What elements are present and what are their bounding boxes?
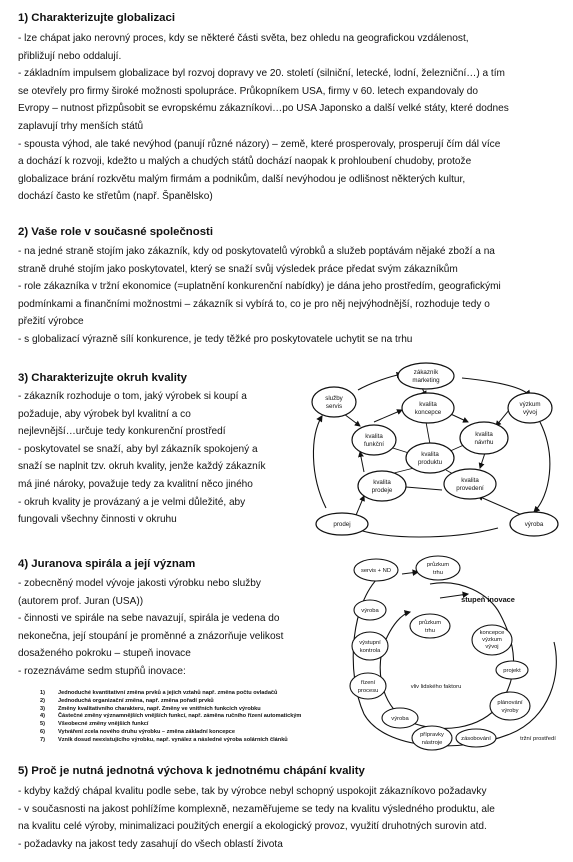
node-kvalita-prodeje: kvalita: [373, 479, 391, 486]
node-kvalita-provedeni-2: provedení: [456, 485, 484, 492]
spiral-pripravky-2: nástroje: [421, 740, 443, 746]
text-line: dochází často ke střetům (např. Španělsko): [18, 191, 213, 203]
text-line: - spousta výhod, ale také nevýhod (panují různé názory) – země, které prosperovaly, prosperují čím dál více: [18, 138, 501, 150]
node-marketing: marketing: [412, 377, 440, 384]
spiral-servis-nd: servis + ND: [360, 568, 392, 574]
text-line: nejlevnější…určuje tedy konkurenční prostředí: [18, 426, 226, 438]
text-line: - v současnosti na jakost pohlížíme komplexně, nezaměřujeme se tedy na kvalitu výsledného produktu, ale: [18, 803, 495, 815]
text-line: - požadavky na jakost tedy zasahují do všech oblastí života: [18, 838, 283, 850]
node-kvalita-funkcni-2: funkční: [364, 441, 384, 448]
spiral-planovani-1: plánování: [497, 700, 523, 706]
text-line: - okruh kvality je provázaný a je velmi důležité, aby: [18, 496, 246, 508]
spiral-koncepce-1: koncepce: [479, 630, 505, 636]
node-zakaznik: zákazník: [413, 369, 439, 376]
node-kvalita-produktu: kvalita: [421, 451, 439, 458]
spiral-vyroba-bottom: výroba: [391, 716, 409, 722]
spiral-projekt: projekt: [503, 668, 521, 674]
text-line: - zákazník rozhoduje o tom, jaký výrobek si koupí a: [18, 391, 247, 402]
node-sluzby: služby: [325, 395, 343, 402]
node-vyvoj: vývoj: [522, 409, 538, 416]
section-1-body: [18, 30, 509, 206]
spiral-pruzkum-inner-1: průzkum: [418, 620, 442, 626]
text-line: - kdyby každý chápal kvalitu podle sebe, tak by výrobce nebyl schopný uspokojit zákazníkovo požadavky: [18, 786, 487, 797]
text-line: - základním impulsem globalizace byl rozvoj dopravy ve 20. století (silniční, letecké, lodní, železniční…) a tím: [18, 68, 505, 80]
text-line: Evropy – nutnost přizpůsobit se evropskému zákazníkovi…po USA Japonsko a další velké státy, které dodnes: [18, 103, 509, 115]
text-line: - na jedné straně stojím jako zákazník, kdy od poskytovatelů výrobků a služeb poptávám nějaké zboží a na: [18, 246, 495, 257]
spiral-pruzkum-trhu-top-1: průzkum: [426, 562, 450, 568]
text-line: - lze chápat jako nerovný proces, kdy se některé části světa, bez ohledu na geografickou vzdálenost,: [18, 33, 469, 44]
text-line: - činnosti ve spirále na sebe navazují, spirála je vedena do: [18, 613, 280, 625]
text-line: na kvalitu celé výroby, minimalizaci použitých energií a ekologický provoz, využití druhotných surovin atd.: [18, 821, 487, 833]
node-kvalita-provedeni: kvalita: [461, 477, 479, 484]
text-line: - poskytovatel se snaží, aby byl zákazník spokojený a: [18, 443, 258, 455]
text-line: se otevřely pro firmy široké možnosti spolupráce. Průkopníkem USA, firmy v 60. letech expandovaly do: [18, 85, 479, 97]
spiral-trzni: tržní prostředí: [520, 736, 556, 742]
node-kvalita-prodeje-2: prodeje: [371, 487, 393, 494]
text-line: - rozeznáváme sedm stupňů inovace:: [18, 665, 186, 677]
list-item: 5) Všeobecné změny vnějších funkcí: [40, 721, 149, 728]
list-item: 1) Jednoduché kvantitativní změna prvků a jejich vztahů např. změna počtu ovladačů: [40, 690, 278, 696]
spiral-vystupni-2: kontrola: [359, 648, 381, 654]
juran-spiral-diagram: [340, 554, 568, 754]
spiral-zasobovani: zásobování: [461, 736, 491, 742]
text-line: dosaženého pokroku – stupeň inovace: [18, 648, 191, 660]
text-line: požaduje, aby výrobek byl kvalitní a co: [18, 408, 191, 420]
text-line: zaplavují trhy menších států: [18, 120, 144, 132]
list-item: 6) Vytváření zcela nového druhu výrobku – změna základní koncepce: [40, 728, 235, 735]
text-line: globalizace brání rozkvětu malým firmám a podnikům, další nevýhodou je odlišnost některých kultur,: [18, 173, 466, 185]
section-1-heading: 1) Charakterizujte globalizaci: [18, 12, 175, 24]
section-4-body: [18, 575, 283, 681]
text-line: - zobecněný model vývoje jakosti výrobku nebo služby: [18, 578, 261, 589]
spiral-koncepce-2: výzkum: [482, 637, 502, 643]
node-kvalita-koncepce: kvalita: [419, 401, 437, 408]
quality-loop-diagram: [302, 356, 568, 546]
text-line: a dochází k rozvoji, kdežto u malých a chudých států dochází naopak k prohloubení chudoby, protože: [18, 156, 472, 168]
section-2-heading: 2) Vaše role v současné společnosti: [18, 226, 213, 238]
section-2-body: [18, 243, 501, 349]
section-5-heading: 5) Proč je nutná jednotná výchova k jednotnému chápání kvality: [18, 765, 365, 777]
spiral-planovani-2: výroby: [501, 708, 519, 714]
text-line: přibližují nebo oddalují.: [18, 50, 122, 62]
text-line: snaží se naplnit tzv. okruh kvality, jenže každý zákazník: [18, 461, 266, 473]
node-vyroba: výroba: [524, 521, 544, 528]
list-item: 3) Změny kvalitativního charakteru, např. Změny ve vnitřních funkcích výrobku: [40, 705, 261, 712]
text-line: má jiné nároky, považuje tedy za kvalitní něco jiného: [18, 478, 253, 490]
spiral-vyroba-left: výroba: [361, 608, 379, 614]
text-line: nekonečna, její stoupání je proměnné a znázorňuje velikost: [18, 630, 284, 642]
text-line: - s globalizací výrazně sílí konkurence, je tedy těžké pro poskytovatele uchytit se na trhu: [18, 333, 413, 345]
list-item: 2) Jednoduchá organizační změna, např. změna pořadí prvků: [40, 697, 214, 704]
text-line: podmínkami a finančními možnostmi – zákazník si vybírá to, co je pro něj nejvýhodnější, rozhoduje tedy o: [18, 298, 490, 310]
section-4-heading: 4) Juranova spirála a její význam: [18, 558, 196, 570]
node-kvalita-navrhu-2: návrhu: [474, 439, 494, 446]
spiral-vystupni-1: výstupní: [359, 640, 381, 646]
section-3-body: [18, 388, 266, 529]
node-prodej: prodej: [333, 521, 351, 528]
text-line: fungovali všechny činnosti v okruhu: [18, 514, 177, 526]
section-5-body: [18, 783, 495, 853]
text-line: - role zákazníka v tržní ekonomice (=uplatnění konkurenční nabídky) je dána jeho prostředím, geografickými: [18, 281, 501, 293]
list-item: 7) Vznik dosud neexistujícího výrobku, např. vynález a následné výroba solárních článků: [40, 736, 288, 743]
spiral-stupen-inovace: stupeň inovace: [461, 595, 515, 604]
spiral-pruzkum-inner-2: trhu: [425, 628, 435, 634]
text-line: straně druhé stojím jako poskytovatel, který se snaží svůj výsledek práce předat svým zákazníkům: [18, 263, 458, 275]
spiral-vliv: vliv lidského faktoru: [410, 684, 462, 690]
node-kvalita-produktu-2: produktu: [417, 459, 443, 466]
spiral-koncepce-3: vývoj: [485, 644, 499, 650]
node-kvalita-funkcni: kvalita: [365, 433, 383, 440]
text-line: přežití výrobce: [18, 316, 84, 328]
spiral-rizeni-2: procesu: [357, 688, 379, 694]
spiral-pruzkum-trhu-top-2: trhu: [433, 570, 443, 576]
innovation-levels-list: [40, 690, 301, 745]
node-kvalita-koncepce-2: koncepce: [414, 409, 442, 416]
section-3-heading: 3) Charakterizujte okruh kvality: [18, 372, 188, 384]
text-line: (autorem prof. Juran (USA)): [18, 595, 144, 607]
node-kvalita-navrhu: kvalita: [475, 431, 493, 438]
node-servis: servis: [325, 403, 343, 410]
list-item: 4) Částečné změny významnějších vnějších funkcí, např. záměna ručního řízení automatickým: [40, 713, 302, 720]
node-vyzkum: výzkum: [519, 401, 541, 408]
spiral-rizeni-1: řízení: [360, 680, 376, 686]
spiral-pripravky-1: přípravky: [420, 732, 444, 738]
